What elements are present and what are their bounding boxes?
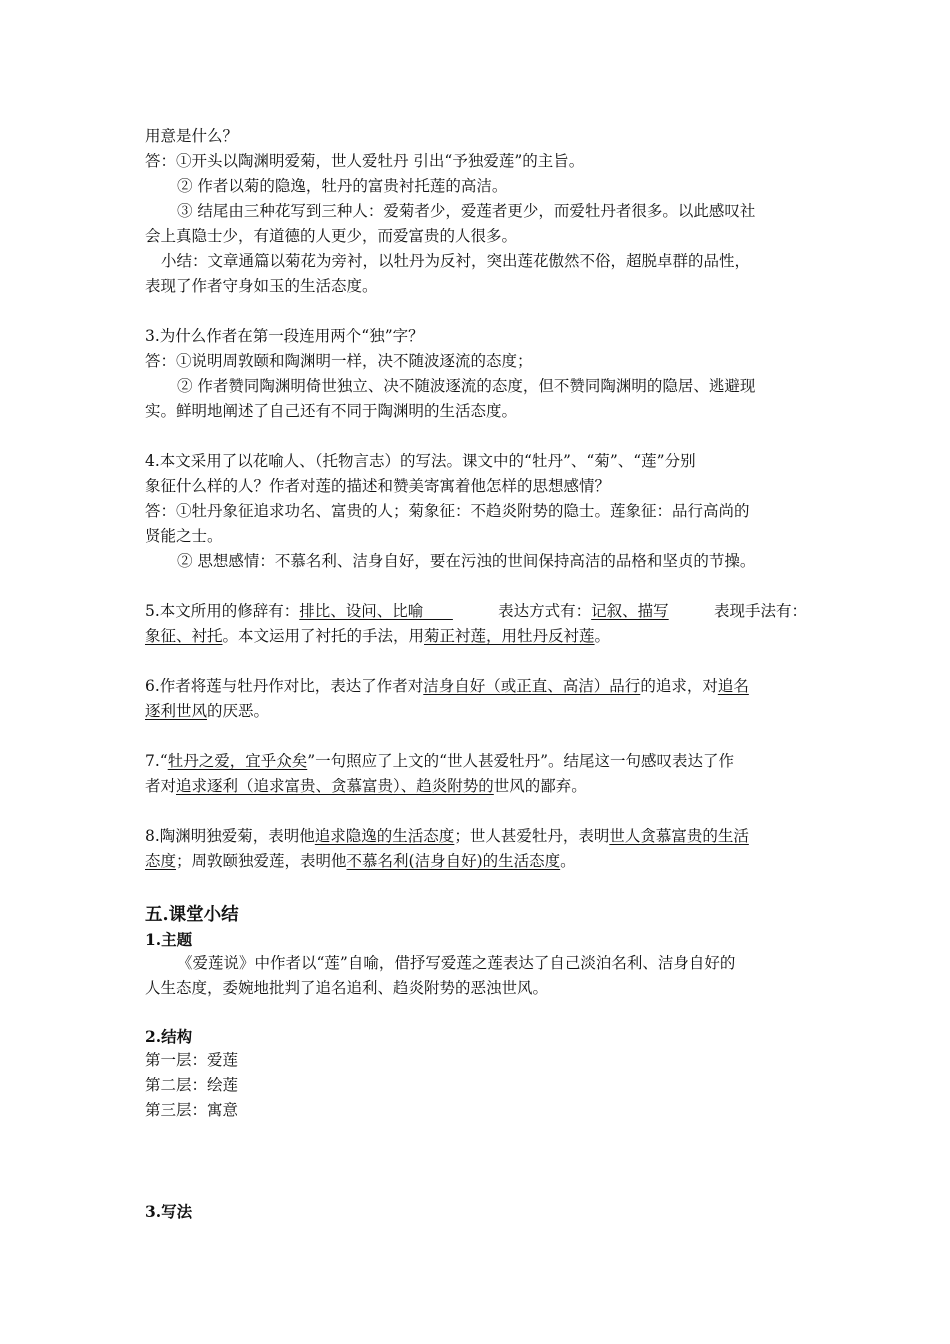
q2-summary-1: 小结：文章通篇以菊花为旁衬，以牡丹为反衬，突出莲花傲然不俗，超脱卓群的品性， (161, 252, 751, 270)
q7-text: 世风的鄙弃。 (493, 777, 587, 795)
q5-text: 。本文运用了衬托的手法，用 (222, 627, 425, 645)
q5-answer-rhetoric: 排比、设问、比喻 (299, 602, 453, 620)
q8-line-2 (145, 849, 807, 874)
q3-answer-2b: 实。鲜明地阐述了自己还有不同于陶渊明的生活态度。 (145, 402, 518, 420)
q3-question: 3.为什么作者在第一段连用两个“独”字？ (145, 327, 424, 345)
q4-question-1: 4.本文采用了以花喻人、（托物言志）的写法。课文中的“牡丹”、“菊”、“莲”分别 (145, 452, 696, 470)
theme-heading: 1.主题 (145, 930, 193, 949)
q8-text: 8.陶渊明独爱菊，表明他 (145, 827, 315, 845)
q5-line-1 (145, 599, 807, 624)
q7-text: ”一句照应了上文的“世人甚爱牡丹”。结尾这一句感叹表达了作 (307, 752, 735, 770)
q6-answer-1: 洁身自好（或正直、高洁）品行 (423, 677, 641, 695)
theme-text-2: 人生态度，委婉地批判了追名追利、趋炎附势的恶浊世风。 (145, 979, 549, 997)
q7-line-1 (145, 749, 807, 774)
section-title: 五.课堂小结 (145, 905, 239, 925)
q8-answer-2: 态度 (145, 852, 177, 870)
q7-text: 者对 (145, 777, 177, 795)
q3-answer-1: 答：①说明周敦颐和陶渊明一样，决不随波逐流的态度； (145, 352, 533, 370)
structure-layer-3: 第三层：寓意 (145, 1101, 239, 1119)
q5-line-2 (145, 624, 807, 649)
document-page (145, 124, 807, 1223)
q8-answer-3: 不慕名利(洁身自好)的生活态度 (346, 852, 561, 870)
q2-summary-2: 表现了作者守身如玉的生活态度。 (145, 277, 378, 295)
q5-text: 5.本文所用的修辞有： (145, 602, 300, 620)
q6-line-2 (145, 699, 807, 724)
structure-layer-1: 第一层：爱莲 (145, 1051, 239, 1069)
q8-text: 。 (560, 852, 576, 870)
q8-line-1 (145, 824, 807, 849)
q4-answer-1b: 贤能之士。 (145, 527, 223, 545)
structure-heading: 2.结构 (145, 1027, 193, 1046)
q5-answer-expression: 记叙、描写 (591, 602, 669, 620)
q6-text: 的追求，对 (640, 677, 718, 695)
q5-answer-technique: 象征、衬托 (145, 627, 223, 645)
q2-answer-1: 答：①开头以陶渊明爱菊，世人爱牡丹 引出“予独爱莲”的主旨。 (145, 152, 585, 170)
q6-line-1 (145, 674, 807, 699)
q5-answer-contrast: 菊正衬莲，用牡丹反衬莲 (424, 627, 595, 645)
q3-answer-2a: ② 作者赞同陶渊明倚世独立、决不随波逐流的态度，但不赞同陶渊明的隐居、逃避现 (177, 377, 756, 395)
q2-answer-2: ② 作者以菊的隐逸，牡丹的富贵衬托莲的高洁。 (177, 177, 508, 195)
q8-text: ；世人甚爱牡丹，表明 (454, 827, 610, 845)
q6-answer-2: 逐利世风 (145, 702, 208, 720)
q8-answer-2: 世人贪慕富贵的生活 (609, 827, 749, 845)
q5-text: 表达方式有： (498, 602, 592, 620)
q8-text: ；周敦颐独爱莲，表明他 (176, 852, 347, 870)
q6-text: 的厌恶。 (207, 702, 270, 720)
q2-answer-3a: ③ 结尾由三种花写到三种人：爱菊者少，爱莲者更少，而爱牡丹者很多。以此感叹社 (177, 202, 756, 220)
q5-text: 。 (594, 627, 611, 645)
theme-text-1: 《爱莲说》中作者以“莲”自喻，借抒写爱莲之莲表达了自己淡泊名利、洁身自好的 (177, 954, 736, 972)
writing-heading: 3.写法 (145, 1202, 193, 1221)
q6-text: 6.作者将莲与牡丹作对比，表达了作者对 (145, 677, 424, 695)
q7-answer-2: 追求逐利（追求富贵、贪慕富贵）、趋炎附势的 (176, 777, 494, 795)
q7-text: 7.“ (145, 752, 168, 770)
q8-answer-1: 追求隐逸的生活态度 (314, 827, 455, 845)
q4-answer-1a: 答：①牡丹象征追求功名、富贵的人；菊象征：不趋炎附势的隐士。莲象征：品行高尚的 (145, 502, 750, 520)
q7-answer-1: 牡丹之爱，宜乎众矣 (167, 752, 308, 770)
q6-answer-2: 追名 (717, 677, 749, 695)
q2-line: 用意是什么？ (145, 127, 239, 145)
q2-answer-3b: 会上真隐士少，有道德的人更少，而爱富贵的人很多。 (145, 227, 518, 245)
q5-text: 表现手法有： (713, 602, 807, 620)
q4-question-2: 象征什么样的人？作者对莲的描述和赞美寄寓着他怎样的思想感情？ (145, 477, 611, 495)
q4-answer-2: ② 思想感情：不慕名利、洁身自好，要在污浊的世间保持高洁的品格和坚贞的节操。 (177, 552, 756, 570)
structure-layer-2: 第二层：绘莲 (145, 1076, 239, 1094)
q7-line-2 (145, 774, 807, 799)
